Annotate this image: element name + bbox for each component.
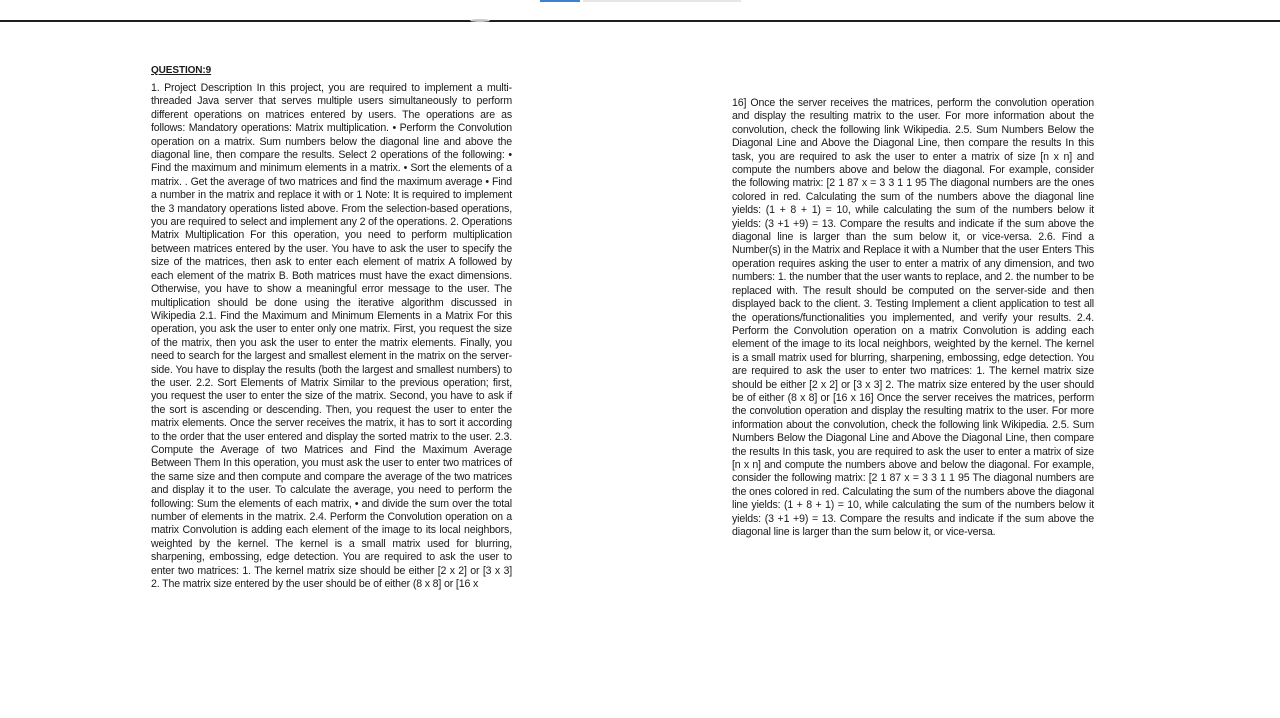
right-column-text: 16] Once the server receives the matrices, perform the convolution operation and display the resulting matrix to the user. For more information about the convolution, check the following link Wikipedia. 2.5. Sum Numbers Below the Diagonal Line and Above the Diagonal Line, then compare the results In this task, you are required to ask the user to enter a matrix of size [n x n] and compute the numbers above and below the diagonal. For example, consider the following matrix: [2 1 87 x = 3 3 1 1 95 The diagonal numbers are the ones colored in red. Calculating the sum of the numbers above the diagonal line yields: (1 + 8 + 1) = 10, while calculating the sum of the numbers below it yields: (3 +1 +9) = 13. Compare the results and indicate if the sum above the diagonal line is larger than the sum below it, or vice-versa. 2.6. Find a Number(s) in the Matrix and Replace it with a Number that the user Enters This operation requires asking the user to enter a matrix of any dimension, and two numbers: 1. the number that the user wants to replace, and 2. the number to be replaced with. The result should be computed on the server-side and then displayed back to the client. 3. Testing Implement a client application to test all the operations/functionalities you implemented, and verify your results. 2.4. Perform the Convolution operation on a matrix Convolution is adding each element of the image to its local neighbors, weighted by the kernel. The kernel is a small matrix used for blurring, sharpening, embossing, edge detection. You are required to ask the user to enter two matrices: 1. The kernel matrix size should be either [2 x 2] or [3 x 3] 2. The matrix size entered by the user should be of either (8 x 8] or [16 x 16] Once the server receives the matrices, perform the convolution operation and display the resulting matrix to the user. For more information about the convolution, check the following link Wikipedia. 2.5. Sum Numbers Below the Diagonal Line and Above the Diagonal Line, then compare the results In this task, you are required to ask the user to enter a matrix of size [n x n] and compute the numbers above and below the diagonal. For example, consider the following matrix: [2 1 87 x = 3 3 1 1 95 The diagonal numbers are the ones colored in red. Calculating the sum of the numbers above the diagonal line yields: (1 + 8 + 1) = 10, while calculating the sum of the numbers below it yields: (3 +1 +9) = 13. Compare the results and indicate if the sum above the diagonal line is larger than the sum below it, or vice-versa.: [732, 97, 1094, 538]
horizontal-scrollbar-thumb[interactable]: [540, 0, 580, 2]
toolbar-divider: [0, 20, 1280, 22]
document-right-column: [732, 97, 1094, 583]
document-left-column: [151, 82, 512, 618]
horizontal-scrollbar-track[interactable]: [583, 0, 741, 2]
page-edge-shadow: [470, 19, 490, 22]
question-heading: QUESTION:9: [151, 65, 212, 76]
viewer-toolbar: [0, 0, 1280, 21]
left-column-text: 1. Project Description In this project, you are required to implement a multi-threaded Java server that serves multiple users simultaneously to perform different operations on matrices entered by users. The operations are as follows: Mandatory operations: Matrix multiplication. • Perform the Convolution operation on a matrix. Sum numbers below the diagonal line and above the diagonal line, then compare the results. Select 2 operations of the following: • Find the maximum and minimum elements in a matrix. • Sort the elements of a matrix. . Get the average of two matrices and find the maximum average • Find a number in the matrix and replace it with or 1 Note: It is required to implement the 3 mandatory operations listed above. From the selection-based operations, you are required to select and implement any 2 of the operations. 2. Operations Matrix Multiplication For this operation, you need to perform multiplication between matrices entered by the user. You have to ask the user to specify the size of the matrices, then ask to enter each element of matrix A followed by each element of the matrix B. Both matrices must have the exact dimensions. Otherwise, you have to show a meaningful error message to the user. The multiplication should be done using the iterative algorithm discussed in Wikipedia 2.1. Find the Maximum and Minimum Elements in a Matrix For this operation, you ask the user to enter only one matrix. First, you request the size of the matrix, then you ask the user to enter the matrix elements. Finally, you need to search for the largest and smallest element in the matrix on the server-side. You have to display the results (both the largest and smallest numbers) to the user. 2.2. Sort Elements of Matrix Similar to the previous operation; first, you request the user to enter the size of the matrix. Second, you have to ask if the sort is ascending or descending. Then, you request the user to enter the matrix elements. Once the server receives the matrix, it has to sort it according to the order that the user entered and display the sorted matrix to the user. 2.3. Compute the Average of two Matrices and Find the Maximum Average Between Them In this operation, you must ask the user to enter two matrices of the same size and then compute and compare the average of the two matrices and display it to the user. To calculate the average, you need to perform the following: Sum the elements of each matrix, • and divide the sum over the total number of elements in the matrix. 2.4. Perform the Convolution operation on a matrix Convolution is adding each element of the image to its local neighbors, weighted by the kernel. The kernel is a small matrix used for blurring, sharpening, embossing, edge detection. You are required to ask the user to enter two matrices: 1. The kernel matrix size should be either [2 x 2] or [3 x 3] 2. The matrix size entered by the user should be of either (8 x 8] or [16 x: [151, 82, 512, 591]
